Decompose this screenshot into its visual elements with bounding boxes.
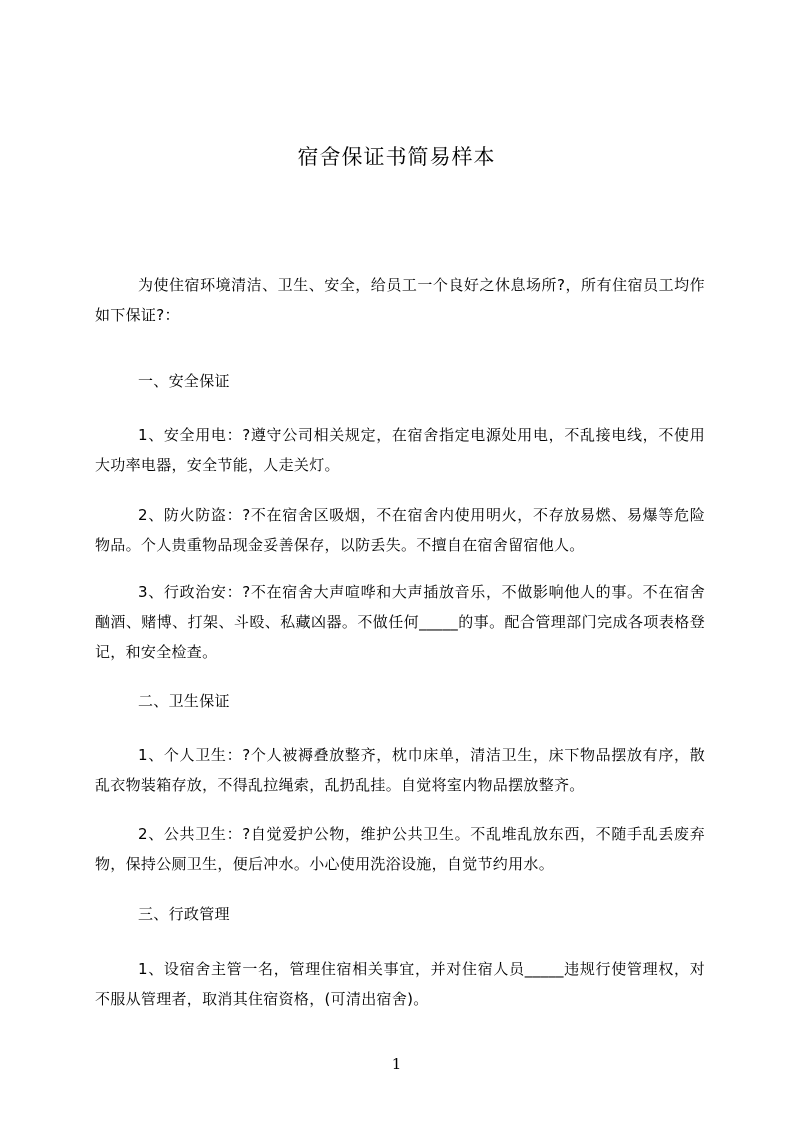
document-title: 宿舍保证书简易样本 — [297, 145, 496, 169]
hygiene-item-public: 2、公共卫生：?自觉爱护公物，维护公共卫生。不乱堆乱放东西，不随手乱丢废弃物，保持公厕卫生，便后冲水。小心使用洗浴设施，自觉节约用水。 — [95, 825, 705, 873]
section-heading-safety: 一、安全保证 — [138, 372, 230, 390]
section-heading-administration: 三、行政管理 — [138, 905, 230, 923]
page-number: 1 — [391, 1055, 402, 1073]
safety-item-public-order: 3、行政治安：?不在宿舍大声喧哗和大声插放音乐，不做影响他人的事。不在宿舍酗酒、赌博、打架、斗殴、私藏凶器。不做任何_____的事。配合管理部门完成各项表格登记，和安全检查。 — [95, 583, 705, 661]
intro-paragraph: 为使住宿环境清洁、卫生、安全，给员工一个良好之休息场所?，所有住宿员工均作如下保证?： — [95, 276, 705, 324]
administration-item-supervisor: 1、设宿舍主管一名，管理住宿相关事宜，并对住宿人员_____违规行使管理权，对不服从管理者，取消其住宿资格，(可清出宿舍)。 — [95, 960, 705, 1008]
hygiene-item-personal: 1、个人卫生：?个人被褥叠放整齐，枕巾床单，清洁卫生，床下物品摆放有序，散乱衣物装箱存放，不得乱拉绳索，乱扔乱挂。自觉将室内物品摆放整齐。 — [95, 746, 705, 794]
safety-item-fire-theft: 2、防火防盗：?不在宿舍区吸烟，不在宿舍内使用明火，不存放易燃、易爆等危险物品。个人贵重物品现金妥善保存，以防丢失。不擅自在宿舍留宿他人。 — [95, 506, 705, 554]
safety-item-electricity: 1、安全用电：?遵守公司相关规定，在宿舍指定电源处用电，不乱接电线，不使用大功率电器，安全节能，人走关灯。 — [95, 426, 705, 474]
section-heading-hygiene: 二、卫生保证 — [138, 692, 230, 710]
